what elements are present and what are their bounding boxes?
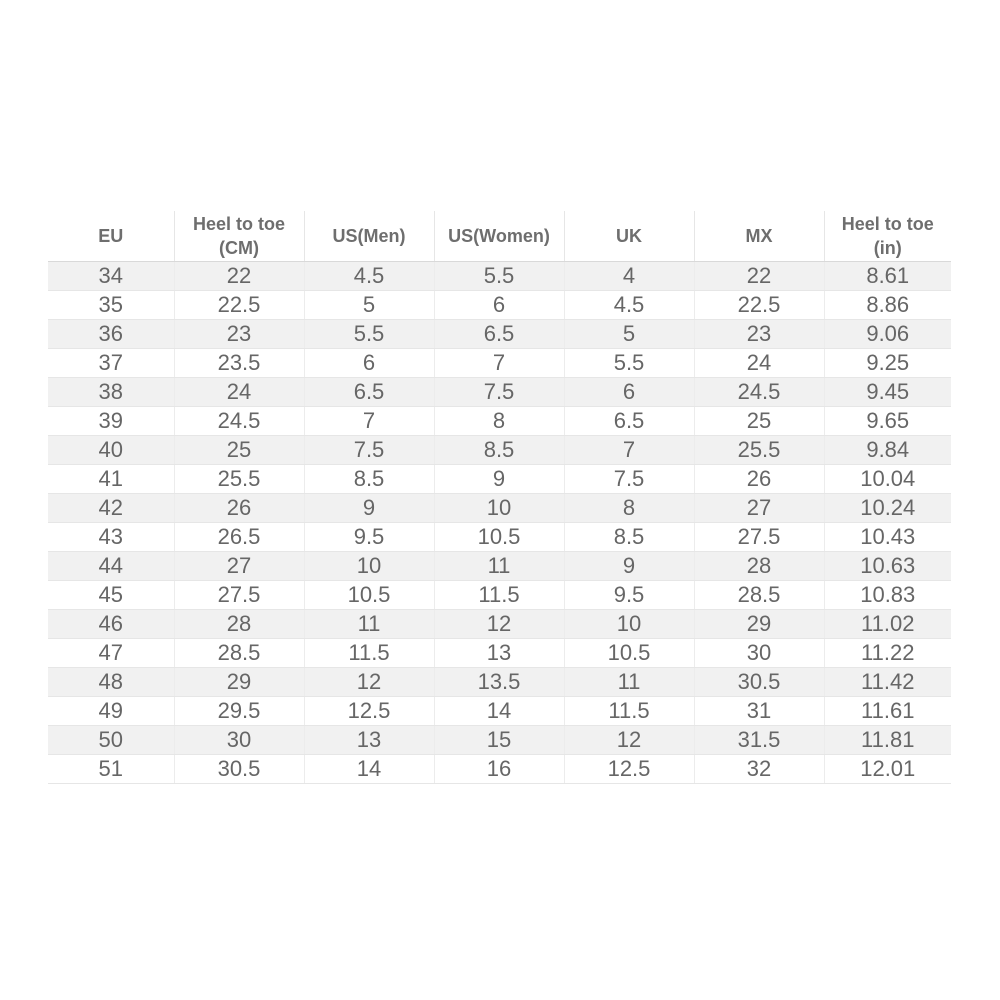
table-cell-heel-to-toe-cm: 29 <box>174 668 304 697</box>
table-cell-uk: 4.5 <box>564 291 694 320</box>
table-cell-heel-to-toe-in: 9.45 <box>824 378 951 407</box>
table-cell-mx: 24 <box>694 349 824 378</box>
table-cell-heel-to-toe-in: 9.06 <box>824 320 951 349</box>
table-cell-us-women: 8.5 <box>434 436 564 465</box>
table-cell-us-women: 12 <box>434 610 564 639</box>
table-row <box>48 697 951 726</box>
table-cell-eu: 38 <box>48 378 174 407</box>
table-cell-heel-to-toe-in: 11.81 <box>824 726 951 755</box>
table-cell-uk: 5 <box>564 320 694 349</box>
column-header-text: US(Women) <box>448 226 550 246</box>
table-cell-uk: 5.5 <box>564 349 694 378</box>
table-cell-heel-to-toe-cm: 30 <box>174 726 304 755</box>
table-cell-heel-to-toe-in: 9.65 <box>824 407 951 436</box>
table-cell-us-women: 6.5 <box>434 320 564 349</box>
table-cell-mx: 26 <box>694 465 824 494</box>
table-row <box>48 436 951 465</box>
table-cell-mx: 27.5 <box>694 523 824 552</box>
table-row <box>48 755 951 784</box>
column-header-text: (CM) <box>219 238 259 258</box>
column-header-text: UK <box>616 226 642 246</box>
table-cell-uk: 11 <box>564 668 694 697</box>
table-cell-mx: 31 <box>694 697 824 726</box>
table-cell-us-men: 11 <box>304 610 434 639</box>
table-cell-heel-to-toe-cm: 25.5 <box>174 465 304 494</box>
column-header-text: Heel to toe <box>841 214 934 234</box>
table-cell-eu: 49 <box>48 697 174 726</box>
table-cell-heel-to-toe-cm: 26 <box>174 494 304 523</box>
table-cell-us-women: 15 <box>434 726 564 755</box>
table-cell-us-women: 11.5 <box>434 581 564 610</box>
table-cell-uk: 7 <box>564 436 694 465</box>
table-cell-us-women: 16 <box>434 755 564 784</box>
column-header-uk <box>564 211 694 262</box>
table-cell-us-men: 8.5 <box>304 465 434 494</box>
table-cell-heel-to-toe-cm: 22.5 <box>174 291 304 320</box>
table-cell-heel-to-toe-in: 8.86 <box>824 291 951 320</box>
table-cell-us-men: 6.5 <box>304 378 434 407</box>
table-cell-eu: 40 <box>48 436 174 465</box>
table-cell-mx: 25 <box>694 407 824 436</box>
column-header-text: MX <box>745 226 773 246</box>
table-cell-us-women: 9 <box>434 465 564 494</box>
table-cell-us-men: 6 <box>304 349 434 378</box>
table-cell-eu: 43 <box>48 523 174 552</box>
table-cell-heel-to-toe-in: 9.84 <box>824 436 951 465</box>
table-row <box>48 262 951 291</box>
table-cell-us-women: 8 <box>434 407 564 436</box>
table-row <box>48 320 951 349</box>
table-cell-uk: 8 <box>564 494 694 523</box>
table-cell-heel-to-toe-in: 9.25 <box>824 349 951 378</box>
table-cell-us-men: 9 <box>304 494 434 523</box>
table-cell-us-women: 13.5 <box>434 668 564 697</box>
table-cell-eu: 34 <box>48 262 174 291</box>
table-cell-eu: 45 <box>48 581 174 610</box>
column-header-eu <box>48 211 174 262</box>
table-cell-us-women: 14 <box>434 697 564 726</box>
table-cell-uk: 7.5 <box>564 465 694 494</box>
table-cell-heel-to-toe-cm: 23 <box>174 320 304 349</box>
table-cell-mx: 28.5 <box>694 581 824 610</box>
table-cell-eu: 44 <box>48 552 174 581</box>
table-cell-heel-to-toe-in: 12.01 <box>824 755 951 784</box>
column-header-us-men <box>304 211 434 262</box>
table-cell-eu: 42 <box>48 494 174 523</box>
table-cell-us-men: 12 <box>304 668 434 697</box>
table-cell-us-men: 10.5 <box>304 581 434 610</box>
header-row <box>48 211 951 262</box>
table-cell-eu: 37 <box>48 349 174 378</box>
table-cell-us-women: 5.5 <box>434 262 564 291</box>
table-cell-us-women: 10.5 <box>434 523 564 552</box>
table-header <box>48 211 951 262</box>
table-cell-uk: 10.5 <box>564 639 694 668</box>
table-cell-heel-to-toe-in: 10.24 <box>824 494 951 523</box>
column-header-text: US(Men) <box>332 226 406 246</box>
table-row <box>48 465 951 494</box>
table-cell-heel-to-toe-in: 11.22 <box>824 639 951 668</box>
table-cell-heel-to-toe-in: 8.61 <box>824 262 951 291</box>
table-cell-mx: 28 <box>694 552 824 581</box>
table-cell-heel-to-toe-in: 10.04 <box>824 465 951 494</box>
table-cell-eu: 36 <box>48 320 174 349</box>
table-cell-heel-to-toe-cm: 28.5 <box>174 639 304 668</box>
table-cell-eu: 48 <box>48 668 174 697</box>
table-row <box>48 291 951 320</box>
table-cell-mx: 30.5 <box>694 668 824 697</box>
table-row <box>48 581 951 610</box>
table-cell-mx: 25.5 <box>694 436 824 465</box>
table-cell-us-women: 13 <box>434 639 564 668</box>
table-cell-uk: 4 <box>564 262 694 291</box>
table-cell-us-women: 7 <box>434 349 564 378</box>
table-cell-us-men: 12.5 <box>304 697 434 726</box>
table-cell-heel-to-toe-cm: 22 <box>174 262 304 291</box>
table-cell-mx: 24.5 <box>694 378 824 407</box>
table-cell-heel-to-toe-in: 11.61 <box>824 697 951 726</box>
table-cell-mx: 29 <box>694 610 824 639</box>
table-cell-uk: 9.5 <box>564 581 694 610</box>
table-cell-uk: 12.5 <box>564 755 694 784</box>
table-cell-heel-to-toe-cm: 26.5 <box>174 523 304 552</box>
table-cell-heel-to-toe-in: 10.83 <box>824 581 951 610</box>
table-cell-us-men: 9.5 <box>304 523 434 552</box>
table-cell-us-men: 10 <box>304 552 434 581</box>
column-header-text: Heel to toe <box>192 214 285 234</box>
table-cell-uk: 11.5 <box>564 697 694 726</box>
table-cell-uk: 8.5 <box>564 523 694 552</box>
table-cell-us-men: 5.5 <box>304 320 434 349</box>
table-cell-heel-to-toe-in: 10.63 <box>824 552 951 581</box>
column-header-heel-to-toe-in <box>824 211 951 262</box>
table-cell-heel-to-toe-in: 11.02 <box>824 610 951 639</box>
table-cell-heel-to-toe-cm: 27.5 <box>174 581 304 610</box>
table-cell-mx: 31.5 <box>694 726 824 755</box>
column-header-mx <box>694 211 824 262</box>
size-chart-table <box>48 211 951 784</box>
column-header-us-women <box>434 211 564 262</box>
table-row <box>48 552 951 581</box>
table-row <box>48 523 951 552</box>
table-row <box>48 494 951 523</box>
table-cell-mx: 32 <box>694 755 824 784</box>
table-row <box>48 610 951 639</box>
table-row <box>48 378 951 407</box>
table-cell-heel-to-toe-cm: 28 <box>174 610 304 639</box>
table-body <box>48 262 951 784</box>
table-cell-eu: 51 <box>48 755 174 784</box>
table-row <box>48 726 951 755</box>
column-header-text: EU <box>98 226 124 246</box>
table-cell-heel-to-toe-cm: 23.5 <box>174 349 304 378</box>
table-cell-us-women: 10 <box>434 494 564 523</box>
table-cell-us-men: 7 <box>304 407 434 436</box>
table-cell-mx: 22 <box>694 262 824 291</box>
table-cell-uk: 12 <box>564 726 694 755</box>
table-cell-us-men: 14 <box>304 755 434 784</box>
table-cell-uk: 10 <box>564 610 694 639</box>
table-cell-uk: 6 <box>564 378 694 407</box>
table-cell-eu: 41 <box>48 465 174 494</box>
table-cell-us-women: 11 <box>434 552 564 581</box>
table-cell-heel-to-toe-cm: 25 <box>174 436 304 465</box>
table-row <box>48 407 951 436</box>
column-header-text: (in) <box>873 238 902 258</box>
table-cell-eu: 35 <box>48 291 174 320</box>
table-cell-us-men: 5 <box>304 291 434 320</box>
column-header-heel-to-toe-cm <box>174 211 304 262</box>
table-cell-heel-to-toe-cm: 29.5 <box>174 697 304 726</box>
table-cell-eu: 39 <box>48 407 174 436</box>
table-cell-uk: 9 <box>564 552 694 581</box>
table-cell-us-women: 7.5 <box>434 378 564 407</box>
table-cell-heel-to-toe-cm: 24 <box>174 378 304 407</box>
table-cell-uk: 6.5 <box>564 407 694 436</box>
table-cell-heel-to-toe-in: 10.43 <box>824 523 951 552</box>
table-row <box>48 668 951 697</box>
table-cell-mx: 30 <box>694 639 824 668</box>
table-cell-heel-to-toe-in: 11.42 <box>824 668 951 697</box>
table-cell-mx: 22.5 <box>694 291 824 320</box>
table-cell-heel-to-toe-cm: 30.5 <box>174 755 304 784</box>
table-cell-eu: 46 <box>48 610 174 639</box>
table-cell-heel-to-toe-cm: 27 <box>174 552 304 581</box>
table-cell-us-men: 7.5 <box>304 436 434 465</box>
table-cell-us-women: 6 <box>434 291 564 320</box>
table-cell-eu: 47 <box>48 639 174 668</box>
table-cell-us-men: 11.5 <box>304 639 434 668</box>
table-cell-us-men: 4.5 <box>304 262 434 291</box>
table-cell-mx: 23 <box>694 320 824 349</box>
table-cell-heel-to-toe-cm: 24.5 <box>174 407 304 436</box>
table-row <box>48 349 951 378</box>
table-cell-mx: 27 <box>694 494 824 523</box>
table-cell-eu: 50 <box>48 726 174 755</box>
table-cell-us-men: 13 <box>304 726 434 755</box>
table-row <box>48 639 951 668</box>
